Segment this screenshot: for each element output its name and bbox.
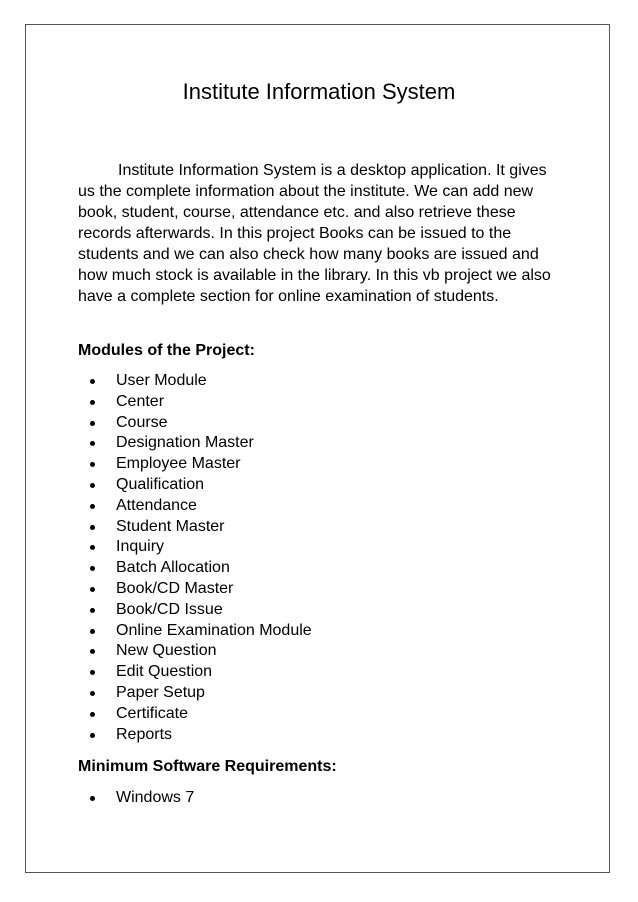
bullet-icon [90,691,95,696]
list-item [90,600,312,621]
list-item [90,454,312,475]
bullet-icon [90,421,95,426]
bullet-icon [90,545,95,550]
list-item [90,413,312,434]
list-item-label: Course [116,413,168,431]
list-item [90,641,312,662]
list-item-label: Attendance [116,496,197,514]
document-title: Institute Information System [182,79,456,104]
intro-paragraph: Institute Information System is a desktop application. It gives us the complete information about the institute. We can add new book, student, course, attendance etc. and also retrieve these records afterwards. In this project Books can be issued to the students and we can also check how many books are issued and how much stock is available in the library. In this vb project we also have a complete section for online examination of students. [78,162,551,305]
list-item-label: Edit Question [116,663,213,681]
list-item [90,371,312,392]
bullet-icon [90,670,95,675]
list-item [90,725,312,746]
list-item-label: Qualification [116,475,205,493]
bullet-icon [90,379,95,384]
bullet-icon [90,462,95,467]
list-item [90,537,312,558]
bullet-icon [90,608,95,613]
bullet-icon [90,712,95,717]
bullet-icon [90,483,95,488]
list-item-label: Center [116,392,165,410]
bullet-icon [90,504,95,509]
bullet-icon [90,441,95,446]
list-item [90,621,312,642]
list-item [90,662,312,683]
list-item-label: Designation Master [116,434,254,452]
bullet-icon [90,796,95,801]
list-item-label: User Module [116,372,207,389]
bullet-icon [90,525,95,530]
list-item [90,433,312,454]
list-item-label: Book/CD Issue [116,600,223,618]
list-item-label: Employee Master [116,455,241,473]
list-item [90,475,312,496]
list-item [90,517,312,538]
list-item-label: Paper Setup [116,683,205,701]
list-item [90,683,312,704]
list-item-label: Inquiry [116,538,165,556]
bullet-icon [90,400,95,405]
list-item-label: New Question [116,642,217,660]
list-item-label: Reports [116,725,173,743]
modules-heading: Modules of the Project: [78,342,255,359]
list-item [90,392,312,413]
bullet-icon [90,629,95,634]
list-item-label: Book/CD Master [116,579,234,597]
list-item [90,496,312,517]
list-item [90,579,312,600]
list-item-label: Batch Allocation [116,559,230,577]
bullet-icon [90,733,95,738]
software-requirements-heading: Minimum Software Requirements: [78,758,337,775]
list-item-label: Certificate [116,704,189,722]
software-requirements-list [90,788,194,809]
list-item [90,558,312,579]
list-item [90,788,194,809]
list-item-label: Student Master [116,517,225,535]
list-item-label: Online Examination Module [116,621,312,639]
bullet-icon [90,566,95,571]
bullet-icon [90,649,95,654]
bullet-icon [90,587,95,592]
modules-list [90,371,312,745]
list-item [90,704,312,725]
list-item-label: Windows 7 [116,789,195,806]
